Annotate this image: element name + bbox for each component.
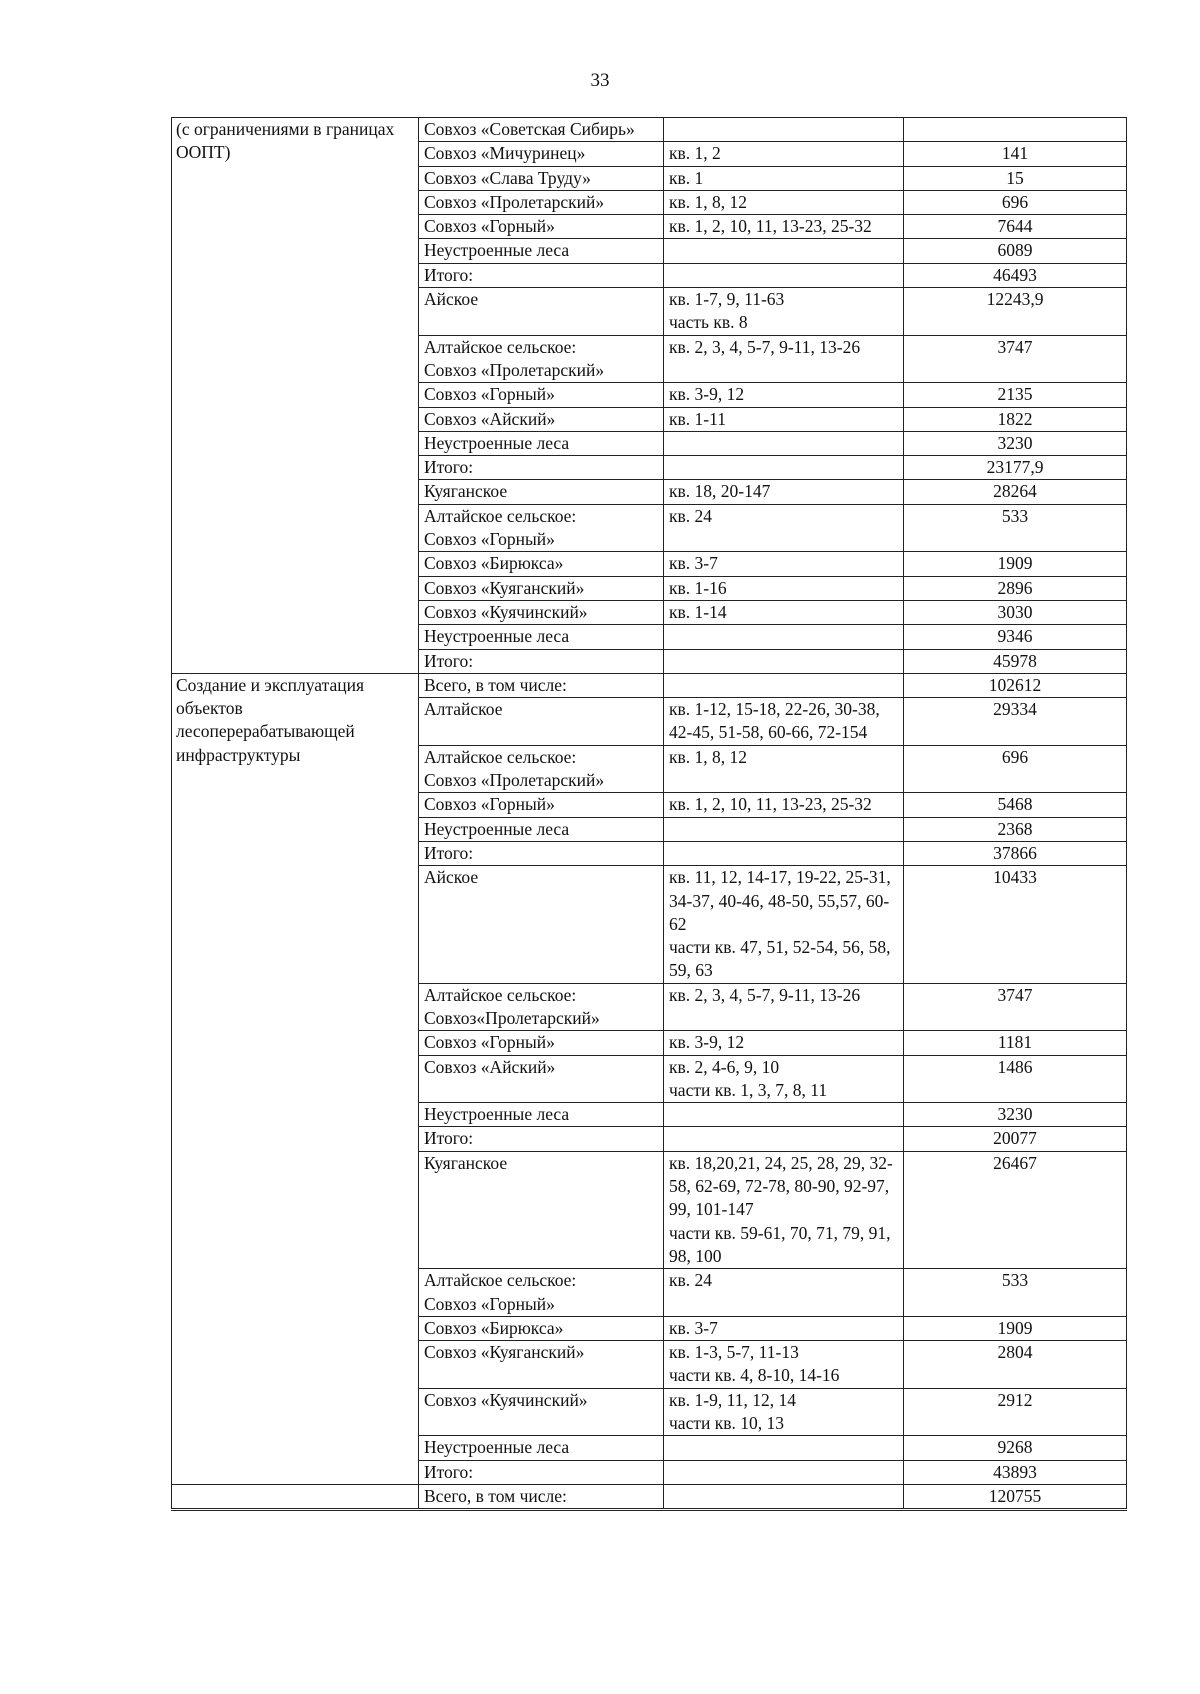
table-row — [172, 118, 1127, 142]
area-cell: 9346 — [904, 625, 1127, 649]
forestry-name-cell: Итого: — [419, 649, 664, 673]
forestry-name-cell: Неустроенные леса — [419, 817, 664, 841]
area-cell: 46493 — [904, 263, 1127, 287]
quarters-cell — [664, 817, 904, 841]
quarters-cell — [664, 239, 904, 263]
area-cell: 9268 — [904, 1436, 1127, 1460]
forestry-name-cell: Неустроенные леса — [419, 431, 664, 455]
forestry-name-cell: Совхоз «Горный» — [419, 793, 664, 817]
quarters-cell: кв. 2, 3, 4, 5-7, 9-11, 13-26 — [664, 983, 904, 1031]
area-cell: 533 — [904, 1269, 1127, 1317]
forestry-name-cell: Итого: — [419, 263, 664, 287]
quarters-cell: кв. 3-7 — [664, 1316, 904, 1340]
area-cell: 37866 — [904, 841, 1127, 865]
forestry-name-cell: Неустроенные леса — [419, 1436, 664, 1460]
quarters-cell: кв. 1-3, 5-7, 11-13 части кв. 4, 8-10, 14-16 — [664, 1341, 904, 1389]
area-cell — [904, 118, 1127, 142]
quarters-cell: кв. 1-14 — [664, 600, 904, 624]
area-cell: 1909 — [904, 1316, 1127, 1340]
area-cell: 26467 — [904, 1151, 1127, 1268]
area-cell: 2368 — [904, 817, 1127, 841]
area-cell: 1181 — [904, 1031, 1127, 1055]
quarters-cell: кв. 1-9, 11, 12, 14 части кв. 10, 13 — [664, 1388, 904, 1436]
quarters-cell — [664, 673, 904, 697]
quarters-cell — [664, 431, 904, 455]
forestry-name-cell: Неустроенные леса — [419, 1103, 664, 1127]
forestry-name-cell: Итого: — [419, 1127, 664, 1151]
purpose-cell: Создание и эксплуатация объектов лесоперерабатывающей инфраструктуры — [172, 673, 419, 1484]
quarters-cell — [664, 263, 904, 287]
area-cell: 6089 — [904, 239, 1127, 263]
forestry-name-cell: Совхоз «Куяганский» — [419, 576, 664, 600]
area-cell: 3230 — [904, 431, 1127, 455]
forestry-name-cell: Неустроенные леса — [419, 239, 664, 263]
area-cell: 696 — [904, 190, 1127, 214]
quarters-cell — [664, 456, 904, 480]
forestry-name-cell: Алтайское сельское: Совхоз «Горный» — [419, 1269, 664, 1317]
forestry-name-cell: Итого: — [419, 456, 664, 480]
area-cell: 2896 — [904, 576, 1127, 600]
quarters-cell — [664, 1103, 904, 1127]
table-row — [172, 673, 1127, 697]
area-cell: 23177,9 — [904, 456, 1127, 480]
page-number: 33 — [590, 70, 610, 91]
quarters-cell: кв. 1 — [664, 166, 904, 190]
area-cell: 1486 — [904, 1055, 1127, 1103]
quarters-cell: кв. 3-7 — [664, 552, 904, 576]
forestry-name-cell: Алтайское сельское: Совхоз «Пролетарский» — [419, 745, 664, 793]
forestry-name-cell: Итого: — [419, 1460, 664, 1484]
quarters-cell: кв. 3-9, 12 — [664, 383, 904, 407]
forestry-name-cell: Айское — [419, 288, 664, 336]
quarters-cell: кв. 1-12, 15-18, 22-26, 30-38, 42-45, 51-58, 60-66, 72-154 — [664, 698, 904, 746]
quarters-cell: кв. 1, 2, 10, 11, 13-23, 25-32 — [664, 793, 904, 817]
forestry-name-cell: Совхоз «Горный» — [419, 215, 664, 239]
forestry-name-cell: Совхоз «Пролетарский» — [419, 190, 664, 214]
area-cell: 1822 — [904, 407, 1127, 431]
area-cell: 102612 — [904, 673, 1127, 697]
quarters-cell: кв. 18,20,21, 24, 25, 28, 29, 32-58, 62-69, 72-78, 80-90, 92-97, 99, 101-147 части кв. 59-61, 70, 71, 79, 91, 98, 100 — [664, 1151, 904, 1268]
quarters-cell — [664, 625, 904, 649]
quarters-cell — [664, 1436, 904, 1460]
forestry-name-cell: Всего, в том числе: — [419, 673, 664, 697]
area-cell: 3747 — [904, 983, 1127, 1031]
area-cell: 43893 — [904, 1460, 1127, 1484]
forestry-name-cell: Неустроенные леса — [419, 625, 664, 649]
purpose-cell: (с ограничениями в границах ООПТ) — [172, 118, 419, 674]
area-cell: 20077 — [904, 1127, 1127, 1151]
forest-allocation-table — [171, 117, 1127, 1511]
area-cell: 2912 — [904, 1388, 1127, 1436]
area-cell: 45978 — [904, 649, 1127, 673]
quarters-cell: кв. 11, 12, 14-17, 19-22, 25-31, 34-37, 40-46, 48-50, 55,57, 60-62 части кв. 47, 51, 52-54, 56, 58, 59, 63 — [664, 866, 904, 983]
area-cell: 696 — [904, 745, 1127, 793]
area-cell: 3030 — [904, 600, 1127, 624]
quarters-cell: кв. 2, 3, 4, 5-7, 9-11, 13-26 — [664, 335, 904, 383]
forestry-name-cell: Совхоз «Куячинский» — [419, 600, 664, 624]
quarters-cell: кв. 1, 8, 12 — [664, 745, 904, 793]
forestry-name-cell: Совхоз «Бирюкса» — [419, 1316, 664, 1340]
table-body — [172, 118, 1127, 1510]
area-cell: 5468 — [904, 793, 1127, 817]
area-cell: 28264 — [904, 480, 1127, 504]
forestry-name-cell: Всего, в том числе: — [419, 1484, 664, 1509]
forestry-name-cell: Совхоз «Бирюкса» — [419, 552, 664, 576]
purpose-cell — [172, 1484, 419, 1509]
area-cell: 7644 — [904, 215, 1127, 239]
area-cell: 2135 — [904, 383, 1127, 407]
area-cell: 533 — [904, 504, 1127, 552]
forestry-name-cell: Совхоз «Куяганский» — [419, 1341, 664, 1389]
forestry-name-cell: Алтайское сельское: Совхоз«Пролетарский» — [419, 983, 664, 1031]
forestry-name-cell: Совхоз «Горный» — [419, 1031, 664, 1055]
quarters-cell — [664, 1484, 904, 1509]
forestry-name-cell: Совхоз «Куячинский» — [419, 1388, 664, 1436]
area-cell: 12243,9 — [904, 288, 1127, 336]
quarters-cell: кв. 1-16 — [664, 576, 904, 600]
quarters-cell: кв. 1, 2, 10, 11, 13-23, 25-32 — [664, 215, 904, 239]
area-cell: 120755 — [904, 1484, 1127, 1509]
quarters-cell — [664, 1460, 904, 1484]
quarters-cell: кв. 18, 20-147 — [664, 480, 904, 504]
area-cell: 29334 — [904, 698, 1127, 746]
forestry-name-cell: Совхоз «Айский» — [419, 407, 664, 431]
quarters-cell — [664, 1127, 904, 1151]
quarters-cell: кв. 3-9, 12 — [664, 1031, 904, 1055]
quarters-cell: кв. 24 — [664, 504, 904, 552]
quarters-cell: кв. 2, 4-6, 9, 10 части кв. 1, 3, 7, 8, 11 — [664, 1055, 904, 1103]
quarters-cell: кв. 1-11 — [664, 407, 904, 431]
forestry-name-cell: Алтайское — [419, 698, 664, 746]
forestry-name-cell: Айское — [419, 866, 664, 983]
forestry-name-cell: Совхоз «Мичуринец» — [419, 142, 664, 166]
area-cell: 15 — [904, 166, 1127, 190]
area-cell: 1909 — [904, 552, 1127, 576]
area-cell: 3747 — [904, 335, 1127, 383]
area-cell: 141 — [904, 142, 1127, 166]
forestry-name-cell: Итого: — [419, 841, 664, 865]
forestry-name-cell: Совхоз «Горный» — [419, 383, 664, 407]
forestry-name-cell: Алтайское сельское: Совхоз «Горный» — [419, 504, 664, 552]
forestry-name-cell: Совхоз «Айский» — [419, 1055, 664, 1103]
area-cell: 10433 — [904, 866, 1127, 983]
forestry-name-cell: Куяганское — [419, 480, 664, 504]
area-cell: 2804 — [904, 1341, 1127, 1389]
forestry-name-cell: Алтайское сельское: Совхоз «Пролетарский» — [419, 335, 664, 383]
forestry-name-cell: Совхоз «Советская Сибирь» — [419, 118, 664, 142]
quarters-cell — [664, 841, 904, 865]
quarters-cell — [664, 118, 904, 142]
quarters-cell — [664, 649, 904, 673]
quarters-cell: кв. 1, 2 — [664, 142, 904, 166]
area-cell: 3230 — [904, 1103, 1127, 1127]
quarters-cell: кв. 1, 8, 12 — [664, 190, 904, 214]
forestry-name-cell: Куяганское — [419, 1151, 664, 1268]
forestry-name-cell: Совхоз «Слава Труду» — [419, 166, 664, 190]
table-row — [172, 1484, 1127, 1509]
quarters-cell: кв. 24 — [664, 1269, 904, 1317]
quarters-cell: кв. 1-7, 9, 11-63 часть кв. 8 — [664, 288, 904, 336]
